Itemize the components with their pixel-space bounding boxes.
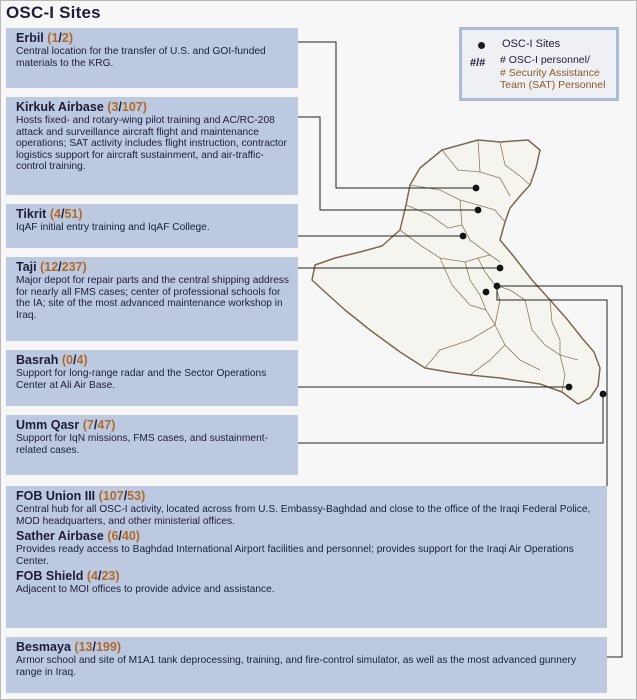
site-desc-ummqasr: Support for IqN missions, FMS cases, and sustainment-related cases. (16, 433, 268, 456)
figure-title: OSC-I Sites (6, 3, 101, 22)
site-desc-shield: Adjacent to MOI offices to provide advice and assistance. (16, 584, 275, 596)
site-box-ummqasr (6, 415, 298, 475)
site-box-kirkuk (6, 97, 298, 195)
site-name-taji: Taji (12/237) (16, 260, 87, 274)
site-desc-sather: Provides ready access to Baghdad International Airport facilities and personnel; provides support for the Iraqi Air Operations Center. (16, 544, 574, 567)
site-box-tikrit (6, 204, 298, 248)
legend-site-label: OSC-I Sites (502, 38, 561, 50)
site-name-tikrit: Tikrit (4/51) (16, 207, 83, 221)
site-box-baghdad-group (6, 486, 607, 628)
legend-personnel-key (500, 54, 605, 92)
legend-symbol: #/# (470, 57, 486, 69)
site-desc-erbil: Central location for the transfer of U.S. and GOI-funded materials to the KRG. (16, 46, 266, 69)
site-desc-besmaya: Armor school and site of M1A1 tank deprocessing, training, and fire-control simulator, as well as the most advanced gunnery range in Iraq. (16, 655, 577, 678)
site-name-erbil: Erbil (1/2) (16, 31, 74, 45)
site-dot-shield (483, 289, 490, 296)
site-name-shield: FOB Shield (4/23) (16, 569, 120, 584)
iraq-outline (312, 140, 600, 404)
site-desc-basrah: Support for long-range radar and the Sector Operations Center at Ali Air Base. (16, 368, 267, 391)
site-desc-union: Central hub for all OSC-I activity, located across from U.S. Embassy-Baghdad and close to the office of the Iraqi Federal Police, MOD headquarters, and other ministerial offices. (16, 504, 591, 527)
leader-ummqasr (298, 394, 603, 443)
site-desc-taji: Major depot for repair parts and the central shipping address for nearly all FMS cases; center of professional schools for the IA; site of the most advanced maintenance workshop in Iraq. (16, 275, 289, 321)
site-name-sather: Sather Airbase (6/40) (16, 529, 140, 544)
legend-line-2: # Security Assistance (500, 66, 600, 79)
legend-line-3: Team (SAT) Personnel (500, 79, 606, 91)
site-name-kirkuk: Kirkuk Airbase (3/107) (16, 100, 147, 114)
site-box-erbil (6, 28, 298, 88)
site-name-basrah: Basrah (0/4) (16, 353, 88, 367)
site-box-basrah (6, 350, 298, 406)
legend-dot-icon (478, 42, 485, 49)
legend-line-1: # OSC-I personnel/ (500, 54, 590, 66)
site-name-union: FOB Union III (107/53) (16, 489, 146, 503)
site-desc-kirkuk: Hosts fixed- and rotary-wing pilot training and AC/RC-208 attack and surveillance aircraft flight and maintenance operations; SAT activity includes flight instruction, contractor logistics support for aircraft sustainment, and air-traffic-control training. (16, 115, 287, 173)
map-legend (459, 27, 619, 101)
site-box-besmaya (6, 637, 607, 693)
site-box-taji (6, 257, 298, 341)
site-name-besmaya: Besmaya (13/199) (16, 640, 121, 654)
site-name-ummqasr: Umm Qasr (7/47) (16, 418, 116, 432)
site-desc-tikrit: IqAF initial entry training and IqAF College. (16, 222, 210, 233)
